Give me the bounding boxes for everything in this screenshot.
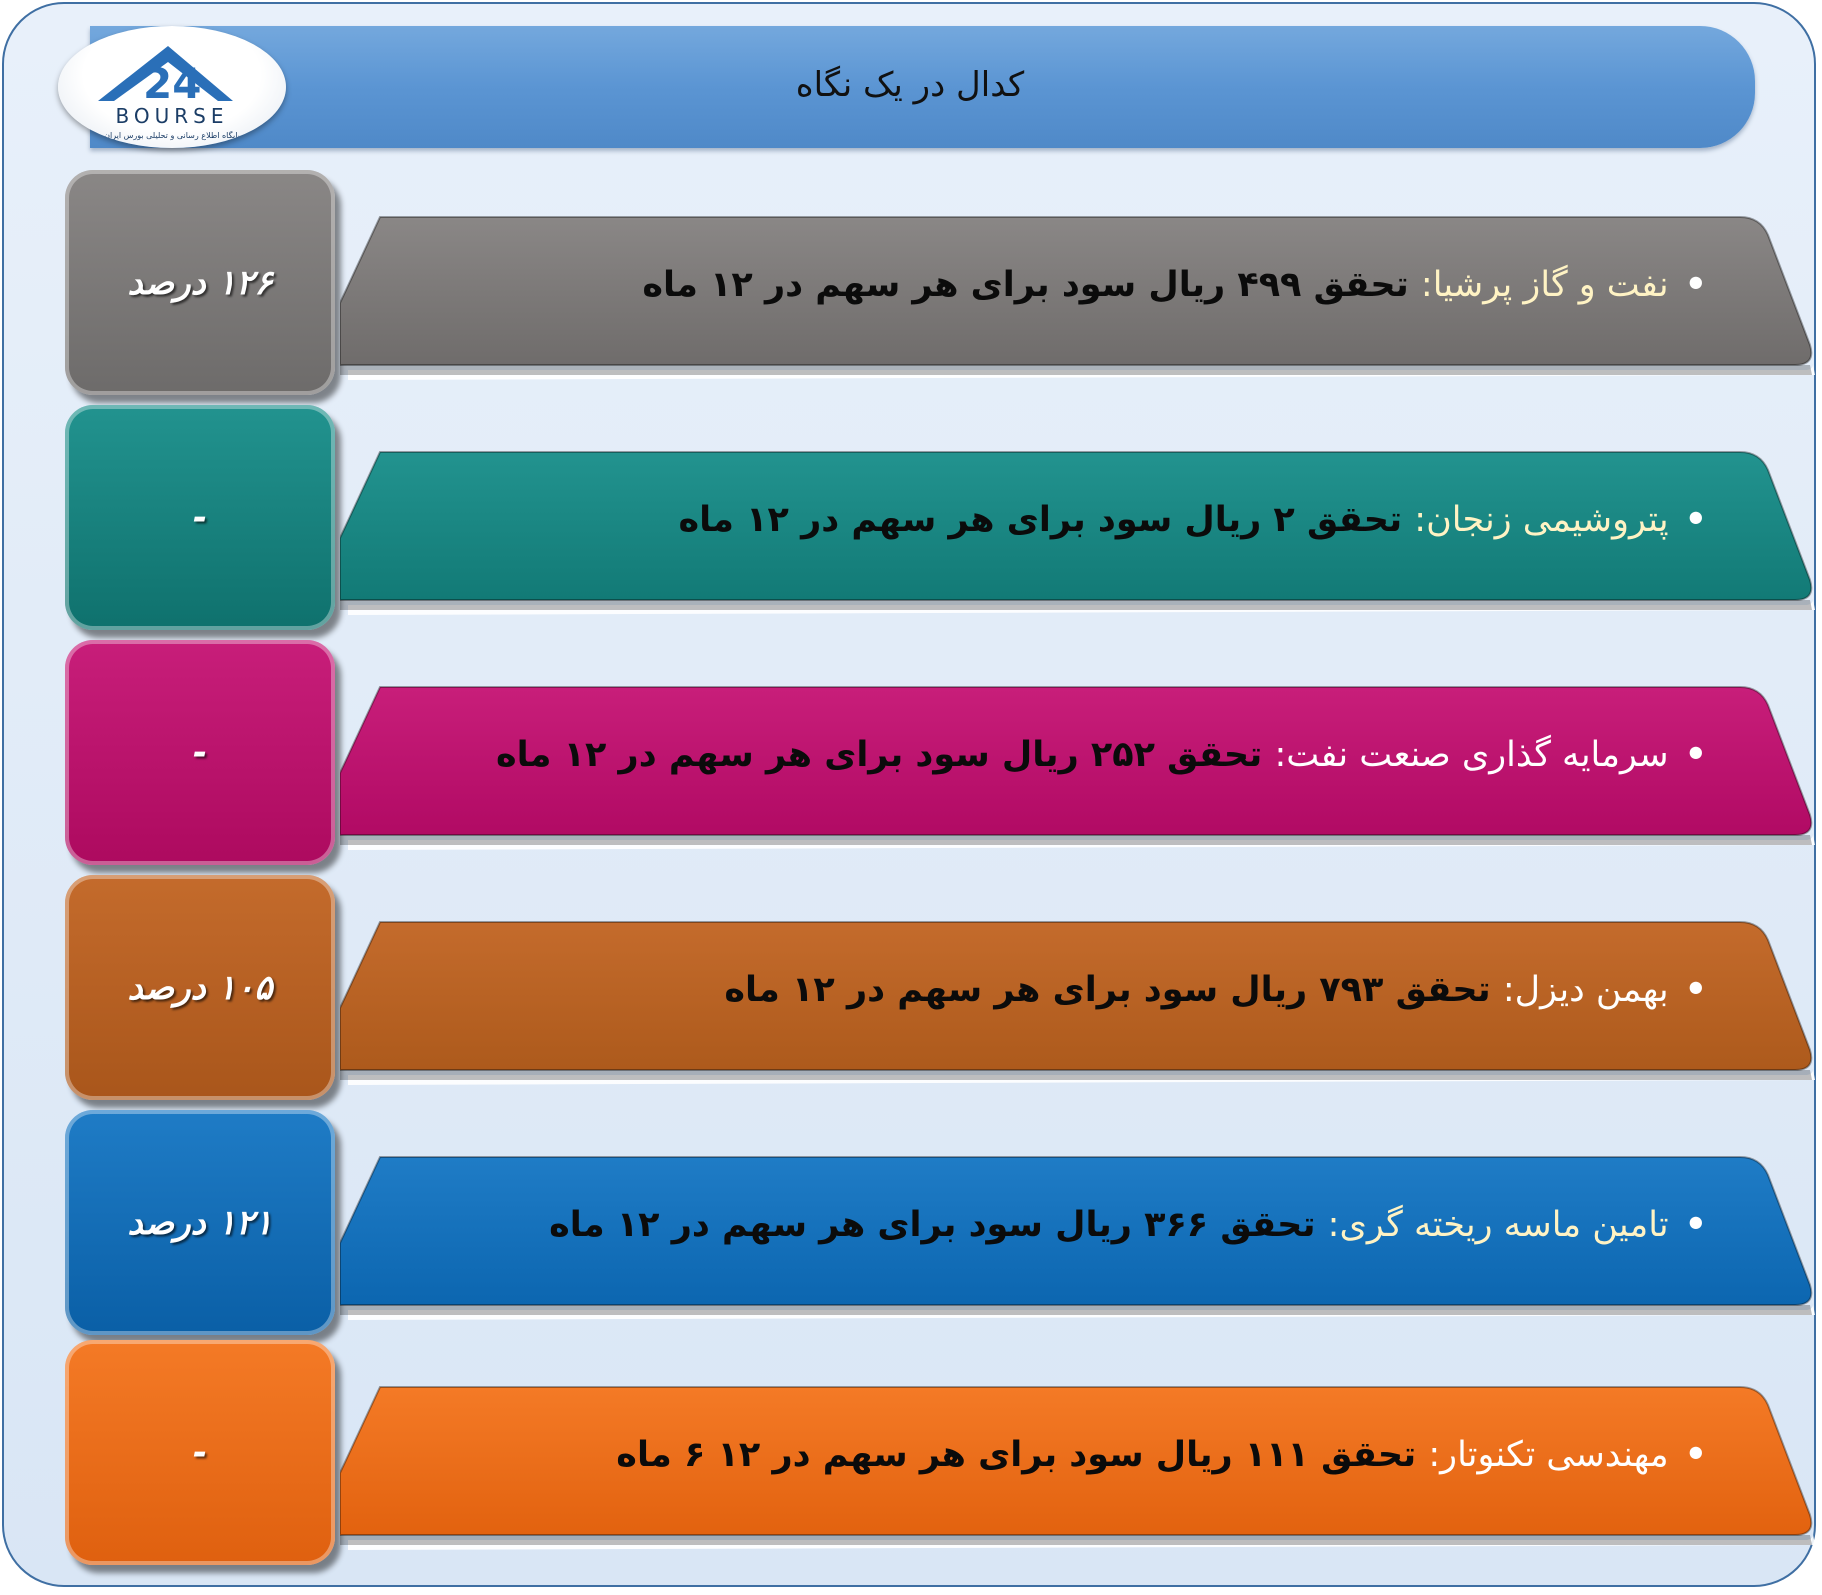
company-name: سرمایه گذاری صنعت نفت:	[1274, 735, 1669, 775]
bourse24-logo	[58, 26, 286, 148]
percent-badge: -	[65, 640, 335, 865]
company-name: نفت و گاز پرشیا:	[1420, 265, 1669, 305]
earnings-text: تحقق ۱۱۱ ریال سود برای هر سهم در ۱۲ ۶ ماه	[616, 1435, 1417, 1475]
list-item	[0, 875, 1822, 1115]
logo-number: 24	[143, 59, 202, 108]
banner-text	[678, 495, 1707, 545]
company-name: تامین ماسه ریخته گری:	[1327, 1205, 1669, 1245]
bullet-icon: •	[1684, 265, 1707, 305]
earnings-text: تحقق ۷۹۳ ریال سود برای هر سهم در ۱۲ ماه	[724, 970, 1491, 1010]
logo-tagline: پایگاه اطلاع رسانی و تحلیلی بورس ایران	[104, 131, 240, 140]
company-name: بهمن دیزل:	[1502, 970, 1669, 1010]
list-item	[0, 640, 1822, 880]
bullet-icon: •	[1684, 1205, 1707, 1245]
logo-graphic	[58, 26, 286, 148]
list-item	[0, 1110, 1822, 1350]
list-item	[0, 405, 1822, 645]
banner-text	[642, 260, 1707, 310]
bullet-icon: •	[1684, 1435, 1707, 1475]
percent-badge: ۱۲۶ درصد	[65, 170, 335, 395]
bullet-icon: •	[1684, 735, 1707, 775]
bullet-icon: •	[1684, 500, 1707, 540]
bullet-icon: •	[1684, 970, 1707, 1010]
list-item	[0, 1340, 1822, 1580]
percent-badge: -	[65, 1340, 335, 1565]
banner-text	[616, 1430, 1707, 1480]
banner-text	[549, 1200, 1707, 1250]
list-item	[0, 170, 1822, 410]
earnings-text: تحقق ۲۵۲ ریال سود برای هر سهم در ۱۲ ماه	[495, 735, 1263, 775]
percent-badge: ۱۲۱ درصد	[65, 1110, 335, 1335]
company-name: مهندسی تکنوتار:	[1428, 1435, 1669, 1475]
banner-text	[724, 965, 1707, 1015]
logo-brand-text: BOURSE	[115, 104, 229, 128]
earnings-text: تحقق ۴۹۹ ریال سود برای هر سهم در ۱۲ ماه	[642, 265, 1409, 305]
company-name: پتروشیمی زنجان:	[1414, 500, 1669, 540]
page-title: کدال در یک نگاه	[795, 65, 1025, 105]
banner-text	[496, 730, 1707, 780]
percent-badge: ۱۰۵ درصد	[65, 875, 335, 1100]
percent-badge: -	[65, 405, 335, 630]
earnings-text: تحقق ۳۶۶ ریال سود برای هر سهم در ۱۲ ماه	[549, 1205, 1316, 1245]
earnings-text: تحقق ۲ ریال سود برای هر سهم در ۱۲ ماه	[678, 500, 1403, 540]
